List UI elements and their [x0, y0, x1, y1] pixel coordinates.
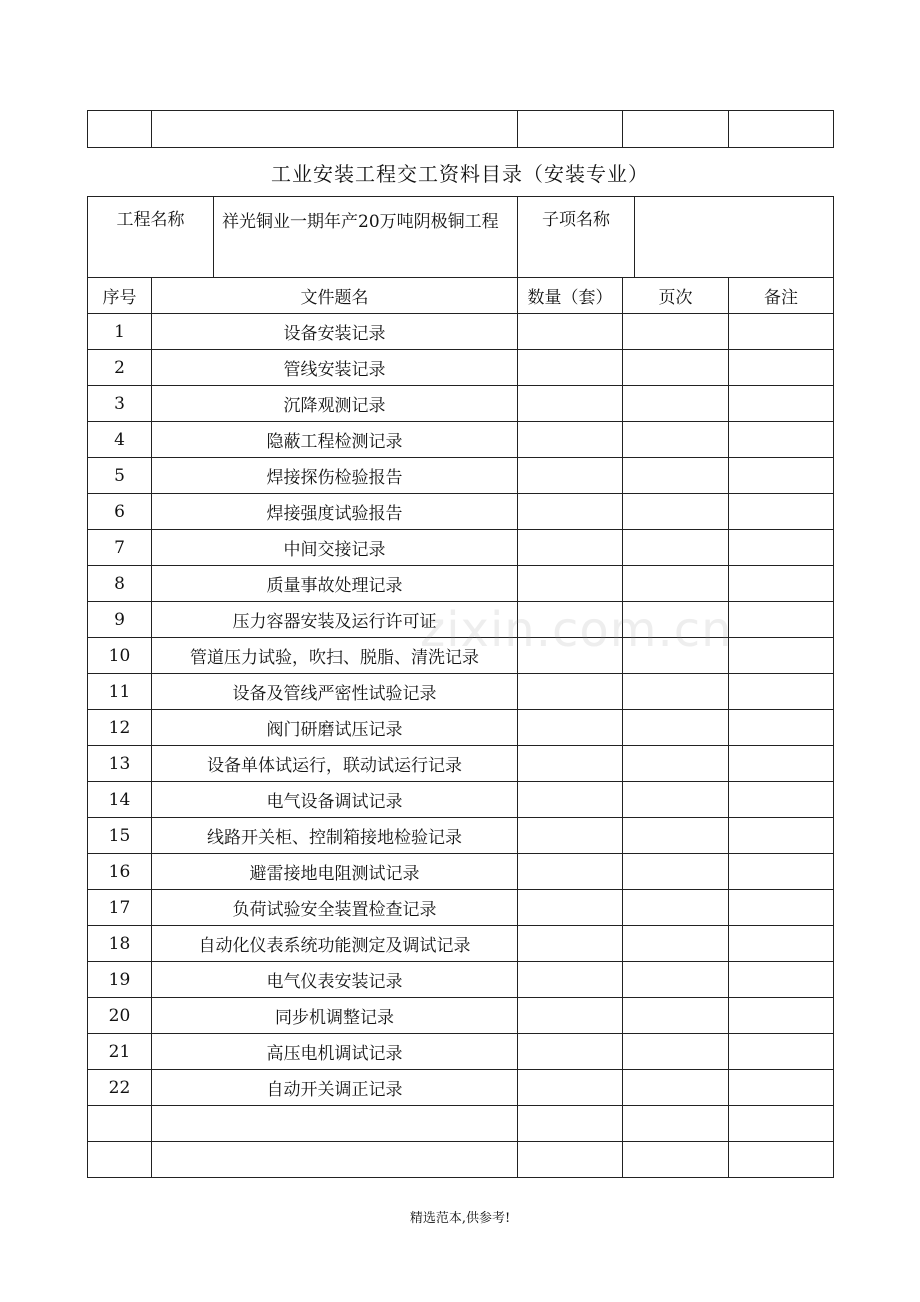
row-seq: 12 [88, 710, 152, 746]
row-title: 隐蔽工程检测记录 [152, 422, 518, 458]
subitem-value [635, 197, 834, 278]
row-pages [623, 1106, 729, 1142]
row-quantity [518, 1106, 623, 1142]
row-seq: 18 [88, 926, 152, 962]
row-seq: 14 [88, 782, 152, 818]
row-title: 焊接探伤检验报告 [152, 458, 518, 494]
row-title: 设备单体试运行，联动试运行记录 [152, 746, 518, 782]
table-row [88, 566, 834, 602]
row-quantity [518, 710, 623, 746]
row-title: 电气设备调试记录 [152, 782, 518, 818]
row-pages [623, 422, 729, 458]
header-doc-title: 文件题名 [152, 278, 518, 314]
row-remarks [729, 314, 834, 350]
row-title: 同步机调整记录 [152, 998, 518, 1034]
row-pages [623, 494, 729, 530]
row-remarks [729, 782, 834, 818]
table-row [88, 890, 834, 926]
row-seq: 8 [88, 566, 152, 602]
table-row [88, 782, 834, 818]
row-title: 质量事故处理记录 [152, 566, 518, 602]
row-quantity [518, 962, 623, 998]
row-remarks [729, 1142, 834, 1178]
row-remarks [729, 530, 834, 566]
table-row [88, 530, 834, 566]
row-title: 自动化仪表系统功能测定及调试记录 [152, 926, 518, 962]
table-row [88, 1070, 834, 1106]
table-row [88, 710, 834, 746]
row-title: 高压电机调试记录 [152, 1034, 518, 1070]
row-pages [623, 458, 729, 494]
row-seq: 9 [88, 602, 152, 638]
row-seq: 5 [88, 458, 152, 494]
row-remarks [729, 890, 834, 926]
blank-cell [623, 111, 729, 148]
row-seq: 16 [88, 854, 152, 890]
table-row [88, 494, 834, 530]
row-title: 设备安装记录 [152, 314, 518, 350]
row-quantity [518, 674, 623, 710]
row-title: 自动开关调正记录 [152, 1070, 518, 1106]
row-seq: 21 [88, 1034, 152, 1070]
row-pages [623, 890, 729, 926]
table-row [88, 1142, 834, 1178]
blank-cell [88, 111, 152, 148]
row-quantity [518, 386, 623, 422]
row-seq: 11 [88, 674, 152, 710]
row-seq: 15 [88, 818, 152, 854]
row-title: 中间交接记录 [152, 530, 518, 566]
row-title: 设备及管线严密性试验记录 [152, 674, 518, 710]
row-title: 焊接强度试验报告 [152, 494, 518, 530]
row-remarks [729, 1034, 834, 1070]
row-pages [623, 386, 729, 422]
table-row [88, 458, 834, 494]
row-title: 管线安装记录 [152, 350, 518, 386]
row-remarks [729, 458, 834, 494]
row-pages [623, 314, 729, 350]
subitem-label: 子项名称 [518, 197, 635, 278]
catalog-rows [88, 314, 834, 1178]
row-quantity [518, 854, 623, 890]
row-pages [623, 782, 729, 818]
table-row [88, 1106, 834, 1142]
row-title [152, 1142, 518, 1178]
row-remarks [729, 818, 834, 854]
row-pages [623, 1070, 729, 1106]
row-seq: 20 [88, 998, 152, 1034]
row-title: 电气仪表安装记录 [152, 962, 518, 998]
row-title: 线路开关柜、控制箱接地检验记录 [152, 818, 518, 854]
row-seq: 19 [88, 962, 152, 998]
table-row [88, 854, 834, 890]
row-pages [623, 530, 729, 566]
row-pages [623, 1142, 729, 1178]
row-title: 避雷接地电阻测试记录 [152, 854, 518, 890]
row-seq: 6 [88, 494, 152, 530]
row-quantity [518, 926, 623, 962]
blank-cell [152, 111, 518, 148]
row-quantity [518, 746, 623, 782]
project-info-row [88, 197, 834, 278]
row-remarks [729, 1070, 834, 1106]
header-remarks: 备注 [729, 278, 834, 314]
table-row [88, 386, 834, 422]
row-quantity [518, 1034, 623, 1070]
blank-cell [518, 111, 623, 148]
row-remarks [729, 746, 834, 782]
row-title: 压力容器安装及运行许可证 [152, 602, 518, 638]
table-row [88, 818, 834, 854]
row-quantity [518, 818, 623, 854]
row-seq: 7 [88, 530, 152, 566]
row-remarks [729, 566, 834, 602]
row-remarks [729, 494, 834, 530]
top-blank-table [87, 110, 834, 148]
catalog-table [87, 196, 834, 1178]
row-seq: 13 [88, 746, 152, 782]
watermark-text: zixin.com.cn [420, 602, 733, 658]
row-remarks [729, 962, 834, 998]
row-quantity [518, 458, 623, 494]
row-remarks [729, 638, 834, 674]
document-title: 工业安装工程交工资料目录（安装专业） [271, 162, 649, 186]
project-name-label: 工程名称 [88, 197, 214, 278]
row-quantity [518, 350, 623, 386]
row-remarks [729, 710, 834, 746]
row-pages [623, 998, 729, 1034]
table-row [88, 674, 834, 710]
row-seq: 1 [88, 314, 152, 350]
row-pages [623, 1034, 729, 1070]
row-pages [623, 710, 729, 746]
row-seq: 3 [88, 386, 152, 422]
row-remarks [729, 602, 834, 638]
row-remarks [729, 674, 834, 710]
row-quantity [518, 890, 623, 926]
row-seq [88, 1142, 152, 1178]
row-seq: 4 [88, 422, 152, 458]
row-pages [623, 674, 729, 710]
row-remarks [729, 926, 834, 962]
table-row [88, 962, 834, 998]
top-blank-row [88, 111, 834, 148]
row-seq: 2 [88, 350, 152, 386]
row-seq [88, 1106, 152, 1142]
row-quantity [518, 1070, 623, 1106]
header-quantity: 数量（套） [518, 278, 623, 314]
table-row [88, 926, 834, 962]
row-quantity [518, 494, 623, 530]
row-remarks [729, 1106, 834, 1142]
row-quantity [518, 422, 623, 458]
row-quantity [518, 998, 623, 1034]
row-remarks [729, 998, 834, 1034]
row-quantity [518, 314, 623, 350]
header-pages: 页次 [623, 278, 729, 314]
table-row [88, 998, 834, 1034]
row-pages [623, 926, 729, 962]
header-seq: 序号 [88, 278, 152, 314]
table-row [88, 350, 834, 386]
row-seq: 17 [88, 890, 152, 926]
row-remarks [729, 854, 834, 890]
table-row [88, 422, 834, 458]
row-remarks [729, 350, 834, 386]
row-pages [623, 818, 729, 854]
header-row [88, 278, 834, 314]
row-title: 沉降观测记录 [152, 386, 518, 422]
row-title [152, 1106, 518, 1142]
row-quantity [518, 566, 623, 602]
row-remarks [729, 422, 834, 458]
row-remarks [729, 386, 834, 422]
project-name-value: 祥光铜业一期年产20万吨阴极铜工程 [214, 197, 518, 278]
row-pages [623, 350, 729, 386]
row-quantity [518, 530, 623, 566]
row-pages [623, 746, 729, 782]
row-seq: 22 [88, 1070, 152, 1106]
footer-note: 精选范本,供参考! [409, 1211, 511, 1226]
row-seq: 10 [88, 638, 152, 674]
table-row [88, 314, 834, 350]
table-row [88, 1034, 834, 1070]
row-pages [623, 854, 729, 890]
row-quantity [518, 782, 623, 818]
row-quantity [518, 1142, 623, 1178]
row-pages [623, 566, 729, 602]
table-row [88, 746, 834, 782]
row-title: 阀门研磨试压记录 [152, 710, 518, 746]
row-pages [623, 962, 729, 998]
row-title: 负荷试验安全装置检查记录 [152, 890, 518, 926]
row-title: 管道压力试验，吹扫、脱脂、清洗记录 [152, 638, 518, 674]
blank-cell [729, 111, 834, 148]
